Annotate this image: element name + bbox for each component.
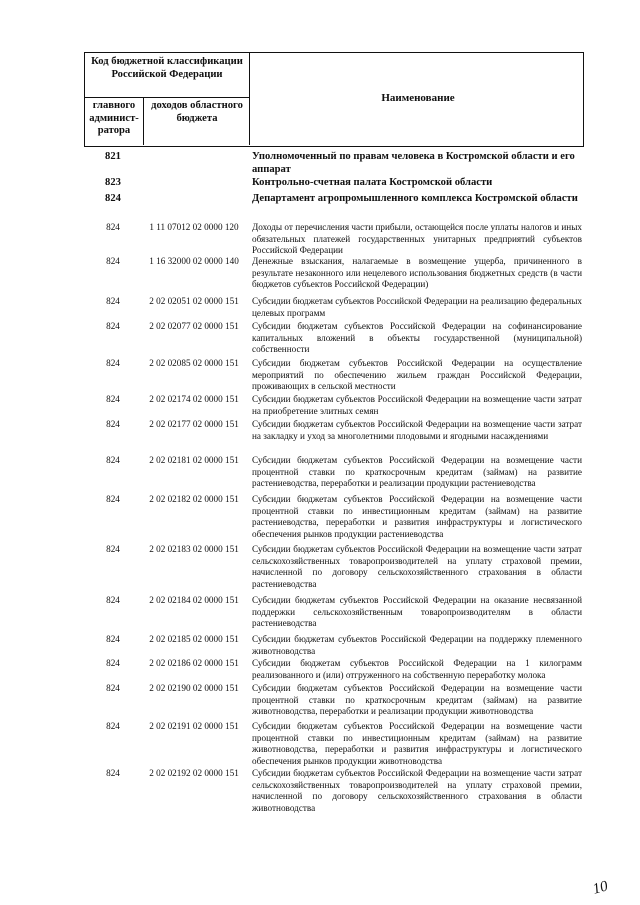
header-admin-column: главного админист-ратора — [89, 100, 139, 137]
row-admin-code: 823 — [105, 177, 121, 188]
header-code-group: Код бюджетной классификации Российской Федерации — [91, 56, 243, 80]
row-name: Субсидии бюджетам субъектов Российской Федерации на возмещение части процентной ставки по краткосрочным кредитам (займам) на развитие животноводства, переработки и реализации продукции животноводства — [252, 683, 582, 717]
row-income-code: 1 16 32000 02 0000 140 — [149, 256, 239, 266]
row-name: Субсидии бюджетам субъектов Российской Федерации на возмещение части затрат сельскохозяйственных товаропроизводителей на уплату страховой премии, начисленной по договору сельскохозяйственного страхования в области растениеводства — [252, 544, 582, 590]
row-admin-code: 824 — [106, 658, 120, 668]
row-name: Субсидии бюджетам субъектов Российской Федерации на 1 килограмм реализованного и (или) отгруженного на собственную переработку молока — [252, 658, 582, 680]
row-admin-code: 824 — [106, 419, 120, 429]
row-income-code: 2 02 02185 02 0000 151 — [149, 634, 239, 644]
row-income-code: 2 02 02186 02 0000 151 — [149, 658, 239, 668]
row-income-code: 2 02 02051 02 0000 151 — [149, 296, 239, 306]
row-admin-code: 824 — [106, 721, 120, 731]
row-income-code: 1 11 07012 02 0000 120 — [149, 222, 239, 232]
row-name: Субсидии бюджетам субъектов Российской Федерации на поддержку племенного животноводства — [252, 634, 582, 656]
row-name: Субсидии бюджетам субъектов Российской Федерации на возмещение части затрат сельскохозяйственных товаропроизводителей на уплату страховой премии, начисленной по договору сельскохозяйственного страхования в области животноводства — [252, 768, 582, 814]
row-name: Субсидии бюджетам субъектов Российской Федерации на оказание несвязанной поддержки сельскохозяйственным товаропроизводителям в области растениеводства — [252, 595, 582, 629]
row-income-code: 2 02 02190 02 0000 151 — [149, 683, 239, 693]
row-name: Доходы от перечисления части прибыли, остающейся после уплаты налогов и иных обязательных платежей государственных унитарных предприятий субъектов Российской Федерации — [252, 222, 582, 256]
row-income-code: 2 02 02181 02 0000 151 — [149, 455, 239, 465]
row-admin-code: 824 — [106, 296, 120, 306]
row-name: Субсидии бюджетам субъектов Российской Федерации на возмещение части процентной ставки по инвестиционным кредитам (займам) на развитие животноводства, переработки и развития инфраструктуры и логистического обеспечения рынков продукции животноводства — [252, 721, 582, 767]
row-admin-code: 824 — [106, 358, 120, 368]
row-name: Уполномоченный по правам человека в Костромской области и его аппарат — [252, 151, 575, 176]
page-number: 10 — [591, 878, 610, 898]
row-name: Субсидии бюджетам субъектов Российской Федерации на софинансирование капитальных вложений в объекты государственной (муниципальной) собственности — [252, 321, 582, 355]
row-name: Департамент агропромышленного комплекса Костромской области — [252, 193, 578, 204]
row-admin-code: 824 — [106, 683, 120, 693]
row-admin-code: 824 — [106, 256, 120, 266]
row-income-code: 2 02 02191 02 0000 151 — [149, 721, 239, 731]
row-admin-code: 824 — [106, 394, 120, 404]
row-income-code: 2 02 02174 02 0000 151 — [149, 394, 239, 404]
row-admin-code: 824 — [106, 494, 120, 504]
table-header — [84, 52, 584, 147]
row-admin-code: 824 — [106, 634, 120, 644]
row-admin-code: 824 — [106, 455, 120, 465]
row-name: Субсидии бюджетам субъектов Российской Федерации на возмещение части затрат на приобретение элитных семян — [252, 394, 582, 416]
row-admin-code: 824 — [106, 321, 120, 331]
row-name: Контрольно-счетная палата Костромской области — [252, 177, 493, 188]
row-admin-code: 824 — [106, 768, 120, 778]
row-admin-code: 824 — [106, 544, 120, 554]
row-income-code: 2 02 02077 02 0000 151 — [149, 321, 239, 331]
row-name: Субсидии бюджетам субъектов Российской Федерации на возмещение части процентной ставки по инвестиционным кредитам (займам) на развитие растениеводства, переработки и развития инфраструктуры и логистического обеспечения рынков продукции растениеводства — [252, 494, 582, 540]
row-name: Субсидии бюджетам субъектов Российской Федерации на возмещение части затрат на закладку и уход за многолетними плодовыми и ягодными насаждениями — [252, 419, 582, 441]
row-name: Субсидии бюджетам субъектов Российской Федерации на реализацию федеральных целевых программ — [252, 296, 582, 318]
row-admin-code: 824 — [105, 193, 121, 204]
row-admin-code: 824 — [106, 222, 120, 232]
row-income-code: 2 02 02177 02 0000 151 — [149, 419, 239, 429]
header-name-column: Наименование — [381, 92, 455, 104]
row-income-code: 2 02 02192 02 0000 151 — [149, 768, 239, 778]
row-income-code: 2 02 02184 02 0000 151 — [149, 595, 239, 605]
row-admin-code: 821 — [105, 151, 121, 162]
row-income-code: 2 02 02182 02 0000 151 — [149, 494, 239, 504]
row-name: Денежные взыскания, налагаемые в возмещение ущерба, причиненного в результате незаконного или нецелевого использования бюджетных средств (в части бюджетов субъектов Российской Федерации) — [252, 256, 582, 290]
row-income-code: 2 02 02183 02 0000 151 — [149, 544, 239, 554]
row-name: Субсидии бюджетам субъектов Российской Федерации на возмещение части процентной ставки по краткосрочным кредитам (займам) на развитие растениеводства, переработки и реализации продукции растениеводства — [252, 455, 582, 489]
row-name: Субсидии бюджетам субъектов Российской Федерации на осуществление мероприятий по обеспечению жильем граждан Российской Федерации, проживающих в сельской местности — [252, 358, 582, 392]
row-income-code: 2 02 02085 02 0000 151 — [149, 358, 239, 368]
row-admin-code: 824 — [106, 595, 120, 605]
header-income-column: доходов областного бюджета — [151, 100, 243, 124]
